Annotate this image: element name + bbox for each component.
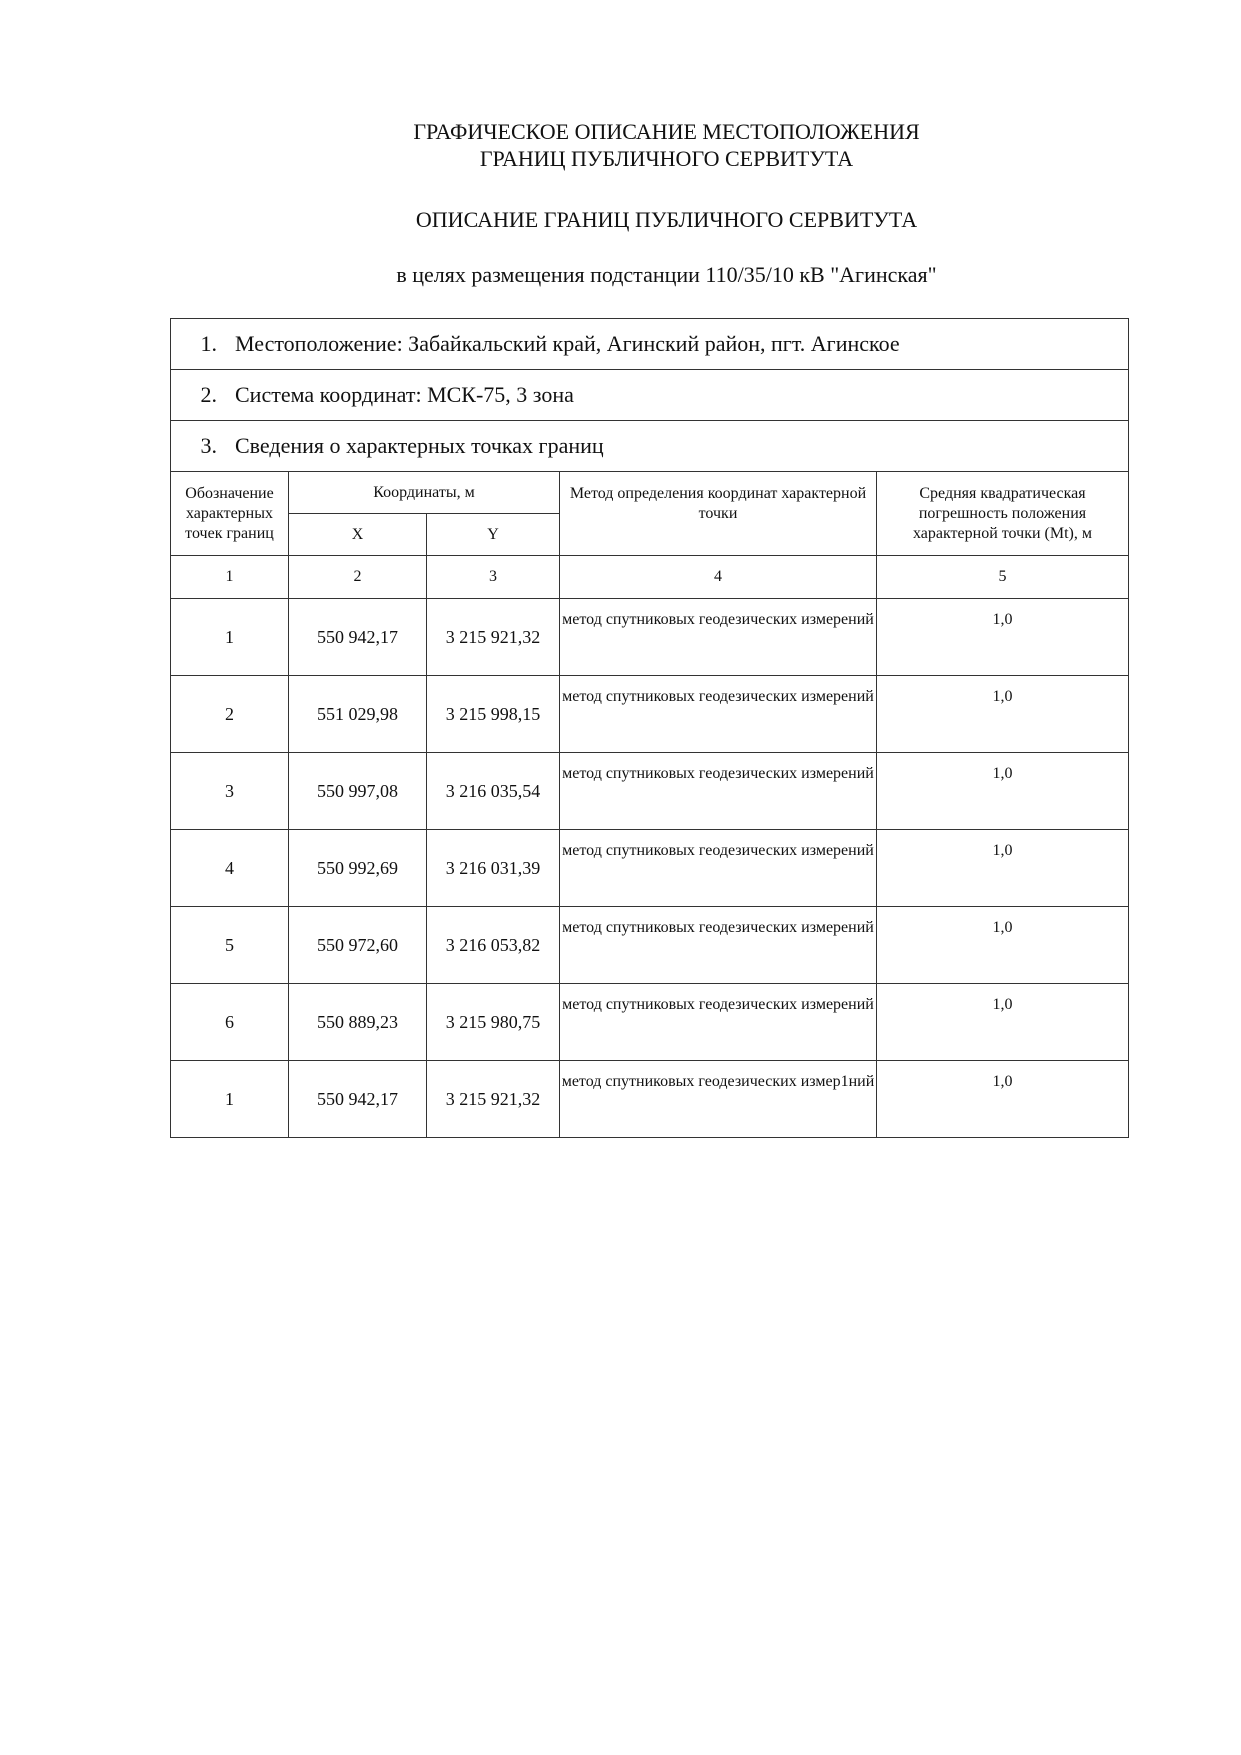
coord-y: 3 216 035,54 — [427, 753, 560, 830]
error-value: 1,0 — [877, 907, 1129, 984]
table-row — [171, 984, 1129, 1061]
point-id: 3 — [171, 753, 289, 830]
point-id: 6 — [171, 984, 289, 1061]
coord-x: 551 029,98 — [289, 676, 427, 753]
header-x: X — [289, 514, 427, 556]
error-value: 1,0 — [877, 753, 1129, 830]
table-row — [171, 676, 1129, 753]
table-row — [171, 830, 1129, 907]
section-number: 2. — [200, 382, 217, 407]
section-points-info — [171, 421, 1129, 472]
method: метод спутниковых геодезических измерений — [560, 599, 877, 676]
header-method: Метод определения координат характерной точки — [560, 472, 877, 556]
document-title — [46, 118, 1241, 172]
table-row — [171, 753, 1129, 830]
method: метод спутниковых геодезических измерений — [560, 676, 877, 753]
coord-y: 3 215 998,15 — [427, 676, 560, 753]
method: метод спутниковых геодезических измер1ний — [560, 1061, 877, 1138]
point-id: 1 — [171, 599, 289, 676]
method: метод спутниковых геодезических измерений — [560, 753, 877, 830]
section-text: Местоположение: Забайкальский край, Агинский район, пгт. Агинское — [235, 331, 900, 356]
servitude-boundary-table — [170, 318, 1129, 1138]
header-y: Y — [427, 514, 560, 556]
error-value: 1,0 — [877, 676, 1129, 753]
coord-x: 550 889,23 — [289, 984, 427, 1061]
column-index: 3 — [427, 556, 560, 599]
point-id: 4 — [171, 830, 289, 907]
point-id: 5 — [171, 907, 289, 984]
coord-x: 550 972,60 — [289, 907, 427, 984]
coord-x: 550 992,69 — [289, 830, 427, 907]
title-line-2: ГРАНИЦ ПУБЛИЧНОГО СЕРВИТУТА — [479, 146, 854, 171]
error-value: 1,0 — [877, 1061, 1129, 1138]
section-text: Сведения о характерных точках границ — [235, 433, 604, 458]
document-subtitle: ОПИСАНИЕ ГРАНИЦ ПУБЛИЧНОГО СЕРВИТУТА — [415, 207, 918, 232]
method: метод спутниковых геодезических измерений — [560, 830, 877, 907]
column-index: 2 — [289, 556, 427, 599]
method: метод спутниковых геодезических измерений — [560, 907, 877, 984]
point-id: 1 — [171, 1061, 289, 1138]
section-number: 1. — [200, 331, 217, 356]
coord-y: 3 216 053,82 — [427, 907, 560, 984]
column-index: 5 — [877, 556, 1129, 599]
coord-y: 3 215 921,32 — [427, 599, 560, 676]
coord-y: 3 215 921,32 — [427, 1061, 560, 1138]
column-index-row — [171, 556, 1129, 599]
header-coordinates: Координаты, м — [289, 472, 560, 514]
error-value: 1,0 — [877, 599, 1129, 676]
coord-x: 550 942,17 — [289, 1061, 427, 1138]
coord-x: 550 942,17 — [289, 599, 427, 676]
coord-y: 3 215 980,75 — [427, 984, 560, 1061]
table-row — [171, 599, 1129, 676]
section-number: 3. — [200, 433, 217, 458]
table-row — [171, 907, 1129, 984]
title-line-1: ГРАФИЧЕСКОЕ ОПИСАНИЕ МЕСТОПОЛОЖЕНИЯ — [413, 119, 920, 144]
method: метод спутниковых геодезических измерений — [560, 984, 877, 1061]
column-index: 1 — [171, 556, 289, 599]
section-text: Система координат: МСК-75, 3 зона — [235, 382, 574, 407]
document-purpose: в целях размещения подстанции 110/35/10 кВ "Агинская" — [396, 262, 937, 287]
error-value: 1,0 — [877, 830, 1129, 907]
table-header-row — [171, 472, 1129, 514]
table-row — [171, 1061, 1129, 1138]
section-coordinate-system — [171, 370, 1129, 421]
point-id: 2 — [171, 676, 289, 753]
column-index: 4 — [560, 556, 877, 599]
coord-x: 550 997,08 — [289, 753, 427, 830]
header-point: Обозначение характерных точек границ — [171, 472, 289, 556]
coord-y: 3 216 031,39 — [427, 830, 560, 907]
header-error: Средняя квадратическая погрешность положения характерной точки (Mt), м — [877, 472, 1129, 556]
section-location — [171, 319, 1129, 370]
error-value: 1,0 — [877, 984, 1129, 1061]
